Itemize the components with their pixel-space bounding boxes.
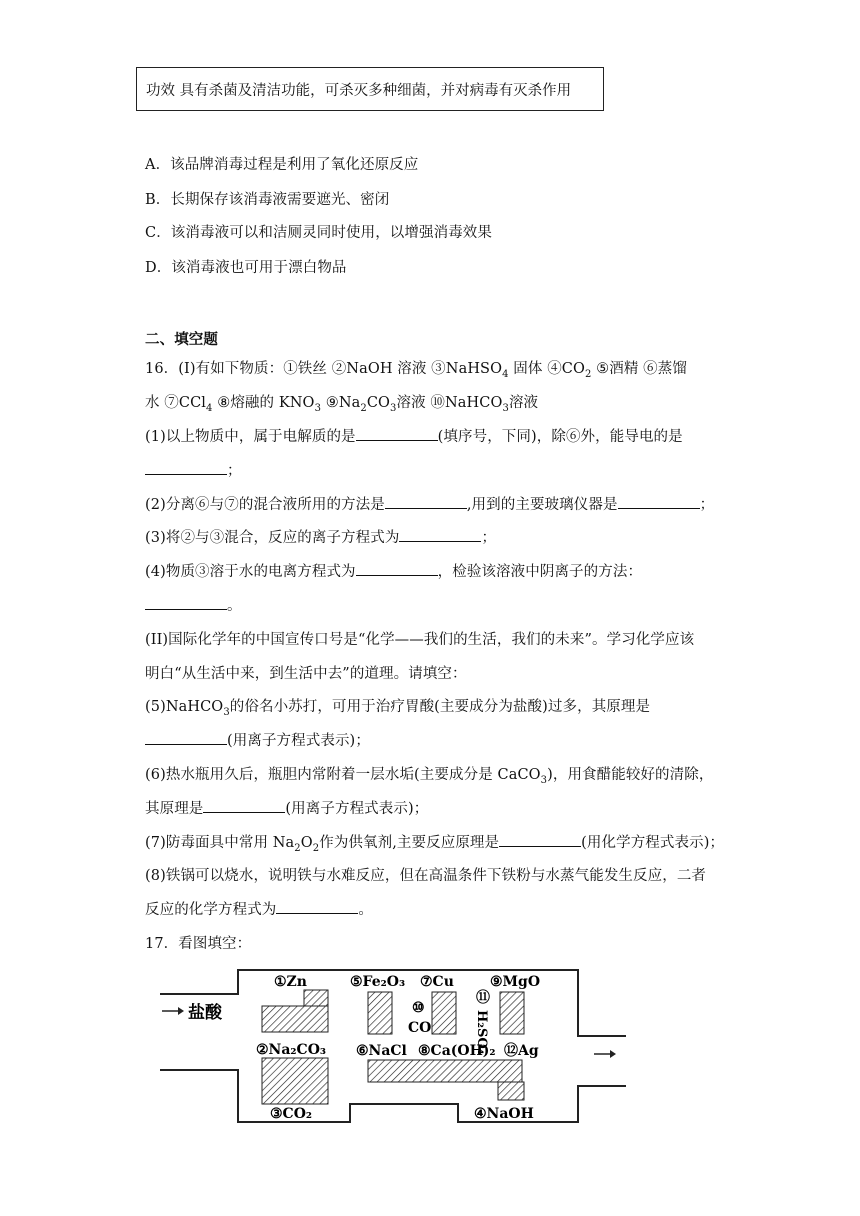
q16-sub4 <box>145 560 642 581</box>
q16-line1: 16．(I)有如下物质：①铁丝 ②NaOH 溶液 ③NaHSO$_4$ 固体 $④CO_2$ ⑤酒精 ⑥蒸馏 <box>145 361 687 380</box>
option-d: D．该消毒液也可用于漂白物品 <box>145 260 347 276</box>
label-caoh2: ⑧Ca(OH)₂ <box>418 1043 496 1059</box>
label-co2: ③CO₂ <box>270 1106 313 1122</box>
s5a-text: (5)NaHCO <box>145 699 224 715</box>
label-fe2o3: ⑤Fe₂O₃ <box>350 974 406 990</box>
label-ag: ⑫Ag <box>504 1043 539 1059</box>
q16-part2-line1: (II)国际化学年的中国宣传口号是“化学——我们的生活，我们的未来”。学习化学应该 <box>145 632 695 648</box>
q16-l2d-text: CO <box>366 395 391 411</box>
label-mgo: ⑨MgO <box>490 974 541 990</box>
s8b-text: 反应的化学方程式为 <box>145 902 277 918</box>
q16-sub8-cont <box>145 898 373 919</box>
q16-sub2 <box>145 493 714 514</box>
s3b-text: ； <box>481 530 497 546</box>
s1a-text: (1)以上物质中，属于电解质的是 <box>145 429 356 445</box>
answer-blank[interactable] <box>385 496 467 509</box>
s6a-text: (6)热水瓶用久后，瓶胆内常附着一层水垢(主要成分是 CaCO <box>145 767 541 783</box>
s4b-text: ，检验该溶液中阴离子的方法： <box>437 564 643 580</box>
q16-sub6-cont <box>145 797 428 818</box>
label-h2so4-num: ⑪ <box>476 990 490 1006</box>
answer-blank[interactable] <box>618 496 700 509</box>
s7c-text: 作为供氧剂,主要反应原理是 <box>319 835 500 851</box>
answer-blank[interactable] <box>145 597 227 610</box>
q16-sub7: (7)防毒面具中常用 $Na_2O_2$作为供氧剂,主要反应原理是 (用化学方程式表示)； <box>145 835 725 854</box>
answer-blank[interactable] <box>356 428 438 441</box>
answer-blank[interactable] <box>145 462 227 475</box>
q16-l2a-text: 水 ⑦CCl <box>145 395 207 411</box>
q16-l2f-text: 溶液 <box>508 395 539 411</box>
label-co-num: ⑩ <box>412 1000 425 1016</box>
section-title: 二、填空题 <box>145 331 218 348</box>
answer-blank[interactable] <box>276 901 358 914</box>
s1b-text: (填序号，下同)，除⑥外，能导电的是 <box>437 429 683 445</box>
answer-blank[interactable] <box>203 800 285 813</box>
label-h2so4: H₂SO₄ <box>474 1010 489 1055</box>
q16-l1b-text: 固体 ④CO <box>513 361 585 377</box>
q16-sub8: (8)铁锅可以烧水，说明铁与水难反应，但在高温条件下铁粉与水蒸气能发生反应，二者 <box>145 868 707 884</box>
q16-line2: 水 ⑦CCl$_4$ ⑧熔融的 $KNO_3$ $⑨Na_2CO_3$溶液 ⑩NaHCO$_3$溶液 <box>145 395 539 414</box>
q16-sub3 <box>145 526 496 547</box>
q16-part2-line2: 明白“从生活中来，到生活中去”的道理。请填空： <box>145 666 467 682</box>
s7a-text: (7)防毒面具中常用 Na <box>145 835 295 851</box>
q16-l1c-text: ⑤酒精 ⑥蒸馏 <box>596 361 687 377</box>
q16-l2e-text: 溶液 ⑩NaHCO <box>396 395 503 411</box>
block-nacl-caoh2 <box>368 1060 522 1082</box>
q16-l2c-text: ⑨Na <box>325 395 361 411</box>
s3a-text: (3)将②与③混合，反应的离子方程式为 <box>145 530 400 546</box>
s8c-text: 。 <box>358 902 374 918</box>
q16-sub6: (6)热水瓶用久后，瓶胆内常附着一层水垢(主要成分是 CaCO$_3$)，用食醋能较好的清除， <box>145 767 714 786</box>
s4c-text: 。 <box>227 598 242 614</box>
s6b-text: )，用食醋能较好的清除， <box>547 767 714 783</box>
q16-l2b-text: ⑧熔融的 KNO <box>217 395 315 411</box>
s2c-text: ； <box>699 497 715 513</box>
block-zn-top <box>304 990 328 1006</box>
q16-sub1 <box>145 425 683 446</box>
s7b-text: O <box>300 835 313 851</box>
block-na2co3 <box>262 1058 328 1104</box>
s2a-text: (2)分离⑥与⑦的混合液所用的方法是 <box>145 497 385 513</box>
s2b-text: ,用到的主要玻璃仪器是 <box>466 497 618 513</box>
block-fe2o3 <box>368 992 392 1034</box>
q16-sub5: (5)NaHCO$_3$的俗名小苏打，可用于治疗胃酸(主要成分为盐酸)过多，其原理是 <box>145 699 651 718</box>
label-inlet: 盐酸 <box>188 1003 222 1023</box>
s1c-text: ； <box>227 463 242 479</box>
label-zn: ①Zn <box>274 974 307 990</box>
answer-blank[interactable] <box>145 732 227 745</box>
s5b-text: 的俗名小苏打，可用于治疗胃酸(主要成分为盐酸)过多，其原理是 <box>229 699 651 715</box>
q16-sub4-cont <box>145 594 242 615</box>
q16-sub1-cont <box>145 459 242 480</box>
answer-blank[interactable] <box>399 529 481 542</box>
label-na2co3: ②Na₂CO₃ <box>256 1042 327 1058</box>
s5c-text: (用离子方程式表示)； <box>227 733 370 749</box>
answer-blank[interactable] <box>356 563 438 576</box>
block-zn <box>262 1006 328 1032</box>
label-cu: ⑦Cu <box>420 974 454 990</box>
inlet-arrowhead <box>178 1007 184 1015</box>
s6c-text: 其原理是 <box>145 801 204 817</box>
s4a-text: (4)物质③溶于水的电离方程式为 <box>145 564 356 580</box>
maze-diagram <box>150 962 630 1138</box>
block-mgo <box>500 992 524 1034</box>
option-a: A．该品牌消毒过程是利用了氧化还原反应 <box>145 157 419 173</box>
option-c: C．该消毒液可以和洁厕灵同时使用，以增强消毒效果 <box>145 225 492 241</box>
q17-title: 17．看图填空： <box>145 936 252 952</box>
label-co: CO <box>408 1020 432 1036</box>
efficacy-box <box>136 67 604 111</box>
outlet-arrowhead <box>610 1050 616 1058</box>
label-nacl: ⑥NaCl <box>356 1043 407 1059</box>
answer-blank[interactable] <box>499 834 581 847</box>
q16-sub5-cont <box>145 729 370 750</box>
block-cu <box>432 992 456 1034</box>
efficacy-text: 功效 具有杀菌及清洁功能，可杀灭多种细菌，并对病毒有灭杀作用 <box>146 83 572 99</box>
q16-l1-text: 16．(I)有如下物质：①铁丝 ②NaOH 溶液 ③NaHSO <box>145 361 503 377</box>
block-naoh <box>498 1082 524 1100</box>
s6d-text: (用离子方程式表示)； <box>285 801 429 817</box>
s7d-text: (用化学方程式表示)； <box>581 835 725 851</box>
option-b: B．长期保存该消毒液需要遮光、密闭 <box>145 192 390 208</box>
label-naoh: ④NaOH <box>474 1106 534 1122</box>
